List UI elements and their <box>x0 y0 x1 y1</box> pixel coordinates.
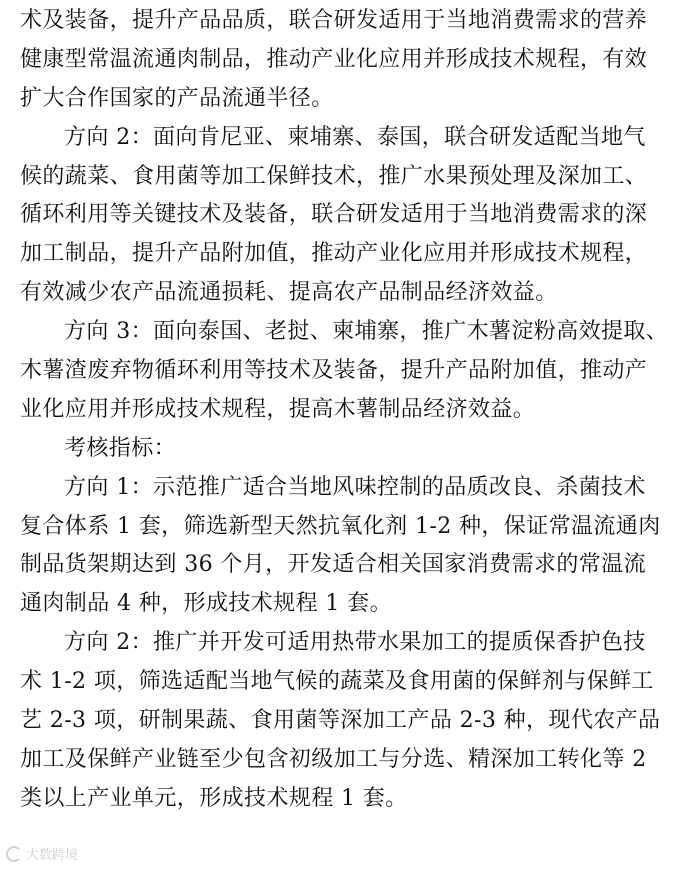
text-line: 循环利用等关键技术及装备，联合研发适用于当地消费需求的深 <box>20 202 648 228</box>
text-line: 方向 2：推广并开发可适用热带水果加工的提质保香护色技 <box>64 630 646 656</box>
text-line: 术及装备，提升产品品质，联合研发适用于当地消费需求的营养 <box>20 8 648 33</box>
text-line: 方向 2：面向肯尼亚、柬埔寨、泰国，联合研发适配当地气 <box>64 124 646 150</box>
watermark-text: 大数跨境 <box>26 848 79 863</box>
text-line: 方向 3：面向泰国、老挝、柬埔寨，推广木薯淀粉高效提取、 <box>64 319 669 345</box>
text-line: 扩大合作国家的产品流通半径。 <box>20 85 334 111</box>
text-line: 加工制品，提升产品附加值，推动产业化应用并形成技术规程， <box>20 241 648 267</box>
text-line: 艺 2-3 项，研制果蔬、食用菌等深加工产品 2-3 种，现代农产品 <box>20 708 661 734</box>
text-line: 制品货架期达到 36 个月，开发适合相关国家消费需求的常温流 <box>20 552 646 578</box>
text-line: 考核指标： <box>64 435 177 461</box>
text-line: 候的蔬菜、食用菌等加工保鲜技术，推广水果预处理及深加工、 <box>20 163 648 189</box>
text-line: 通肉制品 4 种，形成技术规程 1 套。 <box>20 591 392 617</box>
text-line: 类以上产业单元，形成技术规程 1 套。 <box>20 785 408 811</box>
text-line: 方向 1：示范推广适合当地风味控制的品质改良、杀菌技术 <box>64 474 646 500</box>
text-line: 复合体系 1 套，筛选新型天然抗氧化剂 1-2 种，保证常温流通肉 <box>20 513 661 539</box>
watermark <box>6 844 78 863</box>
text-line: 术 1-2 项，筛选适配当地气候的蔬菜及食用菌的保鲜剂与保鲜工 <box>20 669 654 695</box>
text-line: 业化应用并形成技术规程，提高木薯制品经济效益。 <box>20 396 536 422</box>
text-line: 加工及保鲜产业链至少包含初级加工与分选、精深加工转化等 2 <box>20 746 647 772</box>
text-line: 健康型常温流通肉制品，推动产业化应用并形成技术规程，有效 <box>20 46 648 72</box>
text-line: 木薯渣废弃物循环利用等技术及装备，提升产品附加值，推动产 <box>20 358 648 384</box>
watermark-logo-icon <box>6 846 22 862</box>
document-body <box>20 2 669 819</box>
text-line: 有效减少农产品流通损耗、提高农产品制品经济效益。 <box>20 280 558 306</box>
